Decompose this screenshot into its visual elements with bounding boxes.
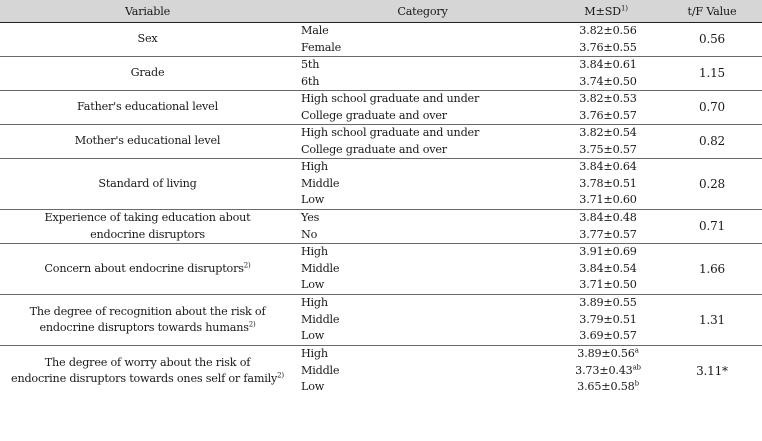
category-cell	[295, 244, 550, 295]
header-row	[0, 0, 762, 23]
variable-label	[0, 210, 295, 227]
msd-value-text: 3.82±0.56	[579, 24, 637, 37]
msd-value	[554, 363, 662, 380]
variable-label	[0, 176, 295, 193]
msd-value-text: 3.77±0.57	[579, 227, 637, 241]
msd-value	[554, 108, 662, 125]
msd-value	[554, 379, 662, 396]
msd-value-text: 3.84±0.54	[579, 261, 637, 275]
msd-value	[554, 159, 662, 176]
category-label: Low	[301, 193, 325, 207]
variable-label-text: Standard of living	[98, 176, 197, 190]
msd-cell	[550, 91, 662, 125]
msd-value-text: 3.84±0.48	[579, 211, 637, 224]
msd-value	[554, 328, 662, 345]
msd-value-text: 3.89±0.56	[577, 347, 635, 361]
category-cell	[295, 91, 550, 125]
tf-value: 1.66	[662, 244, 762, 295]
variable-label-text: Grade	[130, 66, 165, 80]
variable-label-text: endocrine disruptors	[90, 227, 205, 241]
category-label: Low	[301, 278, 325, 292]
tf-value: 1.31	[662, 295, 762, 346]
category-label: Low	[301, 380, 325, 394]
msd-value-text: 3.73±0.43	[575, 363, 633, 377]
category-label: High	[301, 160, 328, 174]
msd-value	[554, 261, 662, 278]
msd-cell	[550, 125, 662, 159]
msd-value	[554, 277, 662, 294]
msd-value	[554, 125, 662, 142]
category-cell	[295, 210, 550, 244]
msd-value	[554, 57, 662, 74]
msd-value-text: 3.82±0.53	[579, 92, 637, 105]
msd-value-text: 3.82±0.54	[579, 126, 637, 139]
msd-value-text: 3.71±0.60	[579, 193, 637, 207]
variable-label	[0, 304, 295, 321]
category-cell	[295, 57, 550, 91]
variable-label-text: Concern about endocrine disruptors	[44, 261, 244, 275]
msd-cell	[550, 159, 662, 210]
msd-cell	[550, 295, 662, 346]
footnote-marker: 2)	[277, 371, 284, 380]
footnote-marker: 2)	[243, 261, 251, 270]
table-row	[0, 91, 762, 125]
msd-value	[554, 192, 662, 209]
variable-cell	[0, 23, 295, 57]
msd-value	[554, 295, 662, 312]
msd-value-text: 3.71±0.50	[579, 278, 637, 292]
variable-label-text: The degree of worry about the risk of	[44, 355, 251, 369]
category-label: High school graduate and under	[301, 126, 480, 139]
variable-label	[0, 99, 295, 116]
tf-value: 0.82	[662, 125, 762, 159]
category-label: Middle	[301, 312, 340, 326]
category-label: High	[301, 296, 328, 310]
msd-value-text: 3.74±0.50	[579, 74, 637, 88]
variable-label-text: Sex	[137, 32, 158, 46]
msd-value-text: 3.79±0.51	[579, 312, 637, 326]
variable-label-text: The degree of recognition about the risk of	[29, 304, 266, 318]
category-label: College graduate and over	[301, 108, 447, 122]
msd-cell	[550, 57, 662, 91]
category-label: High	[301, 245, 328, 259]
footnote-marker: 2)	[248, 320, 256, 329]
msd-value	[554, 23, 662, 40]
msd-cell	[550, 244, 662, 295]
header-tf: t/F Value	[662, 0, 762, 23]
msd-value-text: 3.84±0.61	[579, 58, 637, 71]
table-row	[0, 159, 762, 210]
header-category: Category	[295, 0, 550, 23]
variable-label-text: endocrine disruptors towards humans	[39, 321, 249, 334]
msd-value	[554, 74, 662, 91]
msd-value	[554, 91, 662, 108]
variable-label	[0, 320, 295, 337]
table-row	[0, 295, 762, 346]
tf-value: 0.71	[662, 210, 762, 244]
msd-value	[554, 40, 662, 57]
msd-value-text: 3.76±0.55	[579, 40, 637, 54]
variable-cell	[0, 57, 295, 91]
variable-label	[0, 261, 295, 278]
msd-value	[554, 142, 662, 159]
category-cell	[295, 125, 550, 159]
msd-value-text: 3.84±0.64	[579, 160, 637, 174]
variable-label-text: endocrine disruptors towards ones self or family	[11, 372, 278, 385]
header-variable: Variable	[0, 0, 295, 23]
category-cell	[295, 159, 550, 210]
msd-value	[554, 227, 662, 244]
table-row	[0, 57, 762, 91]
msd-value-text: 3.89±0.55	[579, 296, 637, 310]
msd-cell	[550, 346, 662, 397]
group-marker: a	[634, 346, 639, 355]
variable-cell	[0, 159, 295, 210]
msd-value	[554, 210, 662, 227]
category-label: Female	[301, 40, 342, 54]
variable-label	[0, 355, 295, 372]
category-label: Middle	[301, 261, 340, 275]
variable-cell	[0, 210, 295, 244]
header-msd	[550, 0, 662, 23]
msd-value-text: 3.78±0.51	[579, 176, 637, 190]
msd-value-text: 3.65±0.58	[577, 380, 635, 394]
category-label: High	[301, 347, 328, 361]
variable-cell	[0, 125, 295, 159]
table-row	[0, 125, 762, 159]
header-msd-label: M±SD	[584, 4, 621, 18]
variable-label-text: Mother's educational level	[74, 134, 221, 148]
category-cell	[295, 23, 550, 57]
variable-label-text: Father's educational level	[77, 100, 218, 114]
variable-label	[0, 133, 295, 150]
category-label: College graduate and over	[301, 142, 447, 156]
category-cell	[295, 346, 550, 397]
variable-cell	[0, 346, 295, 397]
variable-label	[0, 227, 295, 244]
variable-cell	[0, 91, 295, 125]
tf-value: 0.28	[662, 159, 762, 210]
category-label: Middle	[301, 363, 340, 377]
msd-cell	[550, 210, 662, 244]
msd-value	[554, 176, 662, 193]
table-row	[0, 244, 762, 295]
group-marker: ab	[632, 363, 641, 372]
tf-value: 1.15	[662, 57, 762, 91]
tf-value: 3.11*	[696, 363, 728, 378]
variable-label	[0, 31, 295, 48]
msd-value-text: 3.76±0.57	[579, 108, 637, 122]
category-label: Middle	[301, 176, 340, 190]
table-row	[0, 346, 762, 397]
category-label: 5th	[301, 58, 320, 71]
variable-label-text: Experience of taking education about	[44, 211, 251, 224]
msd-value-text: 3.69±0.57	[579, 329, 637, 343]
category-label: Low	[301, 329, 325, 343]
category-label: 6th	[301, 74, 320, 88]
variable-cell	[0, 244, 295, 295]
variable-label	[0, 65, 295, 82]
tf-value: 0.56	[662, 23, 762, 57]
category-label: No	[301, 227, 318, 241]
msd-value-text: 3.91±0.69	[579, 245, 637, 259]
category-label: High school graduate and under	[301, 92, 480, 105]
msd-value-text: 3.75±0.57	[579, 142, 637, 156]
group-marker: b	[634, 379, 639, 388]
table-row	[0, 210, 762, 244]
table-row	[0, 23, 762, 57]
msd-value	[554, 244, 662, 261]
msd-value	[554, 312, 662, 329]
variable-cell	[0, 295, 295, 346]
msd-value	[554, 346, 662, 363]
msd-cell	[550, 23, 662, 57]
category-cell	[295, 295, 550, 346]
category-label: Male	[301, 24, 329, 37]
header-msd-footnote: 1)	[620, 3, 628, 12]
variable-label	[0, 371, 295, 388]
category-label: Yes	[301, 211, 320, 224]
tf-value: 0.70	[662, 91, 762, 125]
